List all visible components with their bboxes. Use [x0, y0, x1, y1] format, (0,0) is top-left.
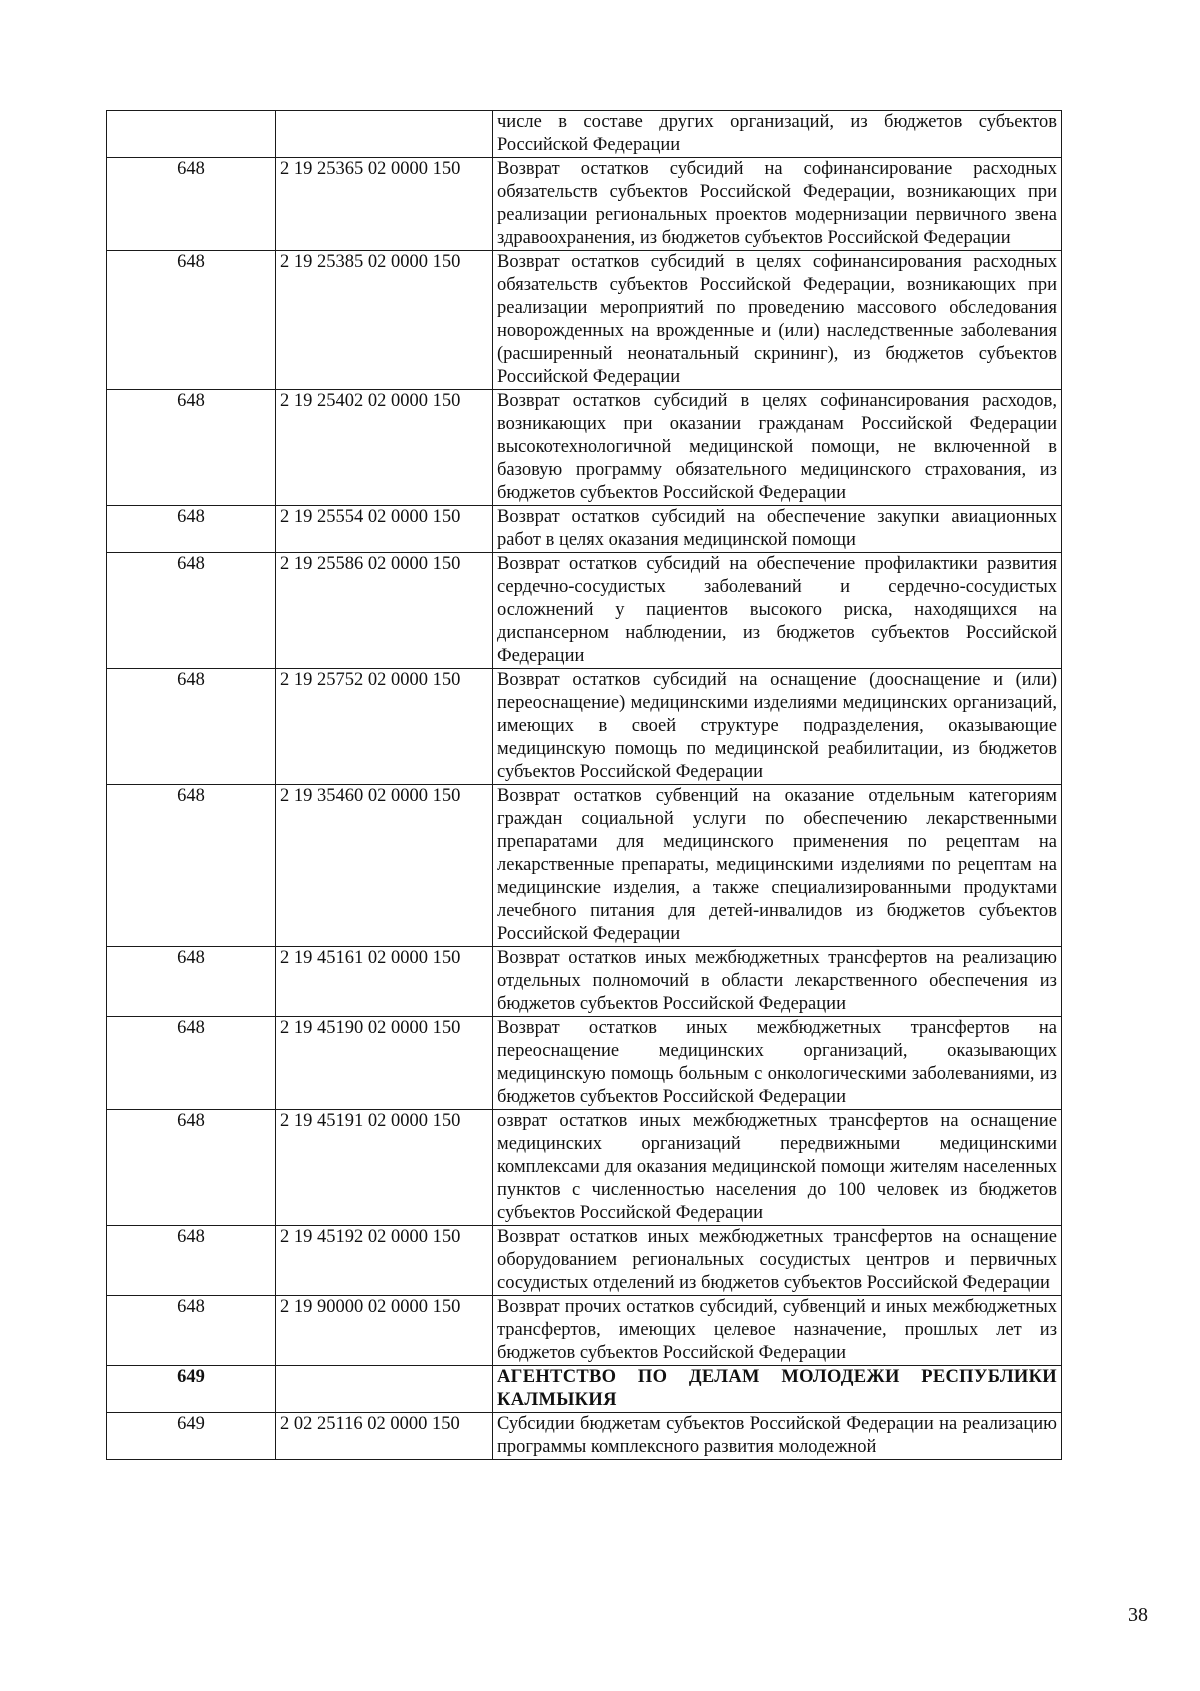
admin-code-cell: 648 — [107, 1296, 276, 1366]
admin-code-cell: 649 — [107, 1413, 276, 1460]
admin-code-cell: 648 — [107, 390, 276, 506]
budget-code-cell — [276, 1366, 493, 1413]
budget-code-cell: 2 19 25365 02 0000 150 — [276, 158, 493, 251]
admin-code-cell: 648 — [107, 251, 276, 390]
budget-code-cell: 2 19 45192 02 0000 150 — [276, 1226, 493, 1296]
table-row — [107, 947, 1062, 1017]
table-row — [107, 390, 1062, 506]
table-row — [107, 506, 1062, 553]
table-row — [107, 158, 1062, 251]
admin-code-cell: 648 — [107, 506, 276, 553]
table-row — [107, 669, 1062, 785]
budget-code-cell: 2 19 90000 02 0000 150 — [276, 1296, 493, 1366]
description-cell: АГЕНТСТВО ПО ДЕЛАМ МОЛОДЕЖИ РЕСПУБЛИКИ КАЛМЫКИЯ — [493, 1366, 1062, 1413]
description-cell: Возврат остатков иных межбюджетных трансфертов на реализацию отдельных полномочий в области лекарственного обеспечения из бюджетов субъектов Российской Федерации — [493, 947, 1062, 1017]
budget-code-cell: 2 02 25116 02 0000 150 — [276, 1413, 493, 1460]
description-cell: озврат остатков иных межбюджетных трансфертов на оснащение медицинских организаций передвижными медицинскими комплексами для оказания медицинской помощи жителям населенных пунктов с численностью населения до 100 человек из бюджетов субъектов Российской Федерации — [493, 1110, 1062, 1226]
table-row — [107, 1226, 1062, 1296]
description-cell: числе в составе других организаций, из бюджетов субъектов Российской Федерации — [493, 111, 1062, 158]
budget-code-cell — [276, 111, 493, 158]
table-row — [107, 785, 1062, 947]
table-row — [107, 1110, 1062, 1226]
table-row — [107, 553, 1062, 669]
admin-code-cell: 648 — [107, 947, 276, 1017]
budget-code-cell: 2 19 25554 02 0000 150 — [276, 506, 493, 553]
admin-code-cell: 649 — [107, 1366, 276, 1413]
table-row — [107, 1296, 1062, 1366]
table-body — [107, 111, 1062, 1460]
budget-codes-table — [106, 110, 1062, 1460]
budget-code-cell: 2 19 45191 02 0000 150 — [276, 1110, 493, 1226]
description-cell: Возврат остатков субсидий на обеспечение профилактики развития сердечно-сосудистых заболеваний и сердечно-сосудистых осложнений у пациентов высокого риска, находящихся на диспансерном наблюдении, из бюджетов субъектов Российской Федерации — [493, 553, 1062, 669]
table-section-header-row — [107, 1366, 1062, 1413]
table-row — [107, 1413, 1062, 1460]
description-cell: Возврат остатков субсидий в целях софинансирования расходов, возникающих при оказании гражданам Российской Федерации высокотехнологичной медицинской помощи, не включенной в базовую программу обязательного медицинского страхования, из бюджетов субъектов Российской Федерации — [493, 390, 1062, 506]
admin-code-cell: 648 — [107, 158, 276, 251]
description-cell: Возврат прочих остатков субсидий, субвенций и иных межбюджетных трансфертов, имеющих целевое назначение, прошлых лет из бюджетов субъектов Российской Федерации — [493, 1296, 1062, 1366]
budget-code-cell: 2 19 25385 02 0000 150 — [276, 251, 493, 390]
description-cell: Субсидии бюджетам субъектов Российской Федерации на реализацию программы комплексного развития молодежной — [493, 1413, 1062, 1460]
table-row — [107, 111, 1062, 158]
admin-code-cell: 648 — [107, 1226, 276, 1296]
description-cell: Возврат остатков иных межбюджетных трансфертов на оснащение оборудованием региональных сосудистых центров и первичных сосудистых отделений из бюджетов субъектов Российской Федерации — [493, 1226, 1062, 1296]
page-number: 38 — [1128, 1604, 1148, 1626]
description-cell: Возврат остатков субсидий на софинансирование расходных обязательств субъектов Российской Федерации, возникающих при реализации региональных проектов модернизации первичного звена здравоохранения, из бюджетов субъектов Российской Федерации — [493, 158, 1062, 251]
budget-code-cell: 2 19 25586 02 0000 150 — [276, 553, 493, 669]
budget-code-cell: 2 19 25752 02 0000 150 — [276, 669, 493, 785]
budget-code-cell: 2 19 45190 02 0000 150 — [276, 1017, 493, 1110]
admin-code-cell: 648 — [107, 1110, 276, 1226]
budget-code-cell: 2 19 45161 02 0000 150 — [276, 947, 493, 1017]
budget-code-cell: 2 19 35460 02 0000 150 — [276, 785, 493, 947]
budget-code-cell: 2 19 25402 02 0000 150 — [276, 390, 493, 506]
description-cell: Возврат остатков иных межбюджетных трансфертов на переоснащение медицинских организаций, оказывающих медицинскую помощь больным с онкологическими заболеваниями, из бюджетов субъектов Российской Федерации — [493, 1017, 1062, 1110]
admin-code-cell: 648 — [107, 1017, 276, 1110]
admin-code-cell: 648 — [107, 553, 276, 669]
table-row — [107, 1017, 1062, 1110]
admin-code-cell: 648 — [107, 785, 276, 947]
description-cell: Возврат остатков субсидий на оснащение (дооснащение и (или) переоснащение) медицинскими изделиями медицинских организаций, имеющих в своей структуре подразделения, оказывающие медицинскую помощь по медицинской реабилитации, из бюджетов субъектов Российской Федерации — [493, 669, 1062, 785]
table-row — [107, 251, 1062, 390]
description-cell: Возврат остатков субвенций на оказание отдельным категориям граждан социальной услуги по обеспечению лекарственными препаратами для медицинского применения по рецептам на лекарственные препараты, медицинскими изделиями по рецептам на медицинские изделия, а также специализированными продуктами лечебного питания для детей-инвалидов из бюджетов субъектов Российской Федерации — [493, 785, 1062, 947]
description-cell: Возврат остатков субсидий в целях софинансирования расходных обязательств субъектов Российской Федерации, возникающих при реализации мероприятий по проведению массового обследования новорожденных на врожденные и (или) наследственные заболевания (расширенный неонатальный скрининг), из бюджетов субъектов Российской Федерации — [493, 251, 1062, 390]
admin-code-cell — [107, 111, 276, 158]
admin-code-cell: 648 — [107, 669, 276, 785]
description-cell: Возврат остатков субсидий на обеспечение закупки авиационных работ в целях оказания медицинской помощи — [493, 506, 1062, 553]
